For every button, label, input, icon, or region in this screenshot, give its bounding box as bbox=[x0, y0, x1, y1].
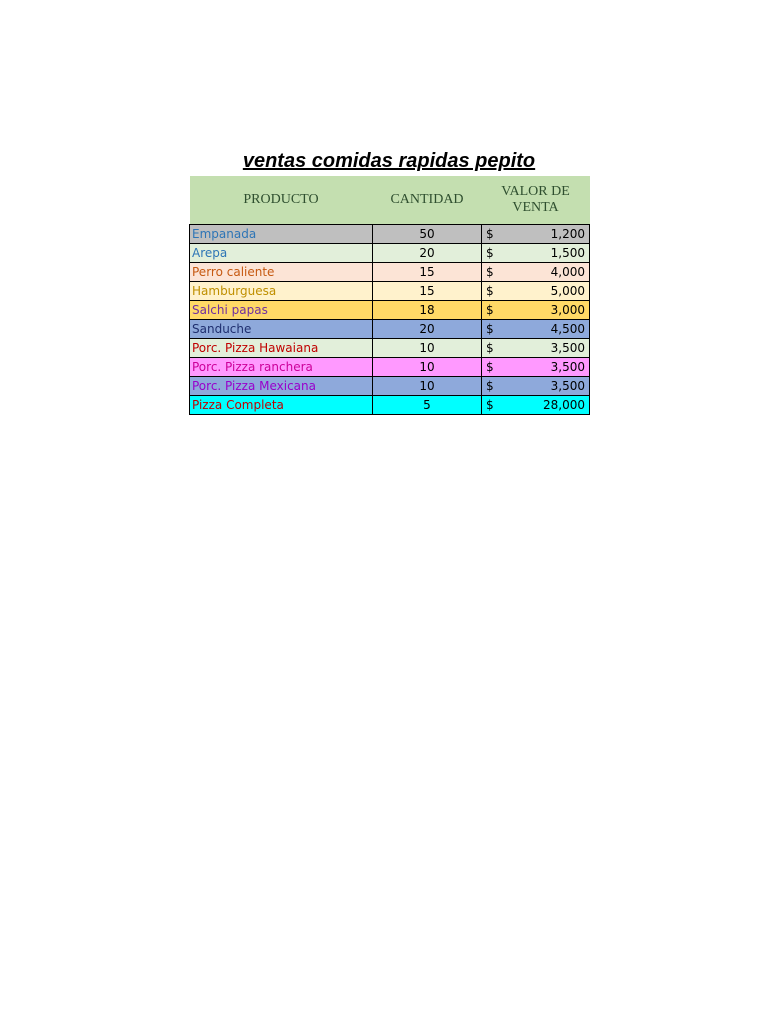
cell-quantity: 15 bbox=[373, 282, 482, 301]
value-amount: 5,000 bbox=[550, 284, 585, 298]
cell-quantity: 50 bbox=[373, 225, 482, 244]
cell-value bbox=[482, 339, 590, 358]
cell-product: Porc. Pizza ranchera bbox=[190, 358, 373, 377]
currency-symbol: $ bbox=[486, 265, 494, 279]
cell-product: Porc. Pizza Hawaiana bbox=[190, 339, 373, 358]
value-amount: 1,500 bbox=[550, 246, 585, 260]
cell-value bbox=[482, 301, 590, 320]
cell-product: Pizza Completa bbox=[190, 396, 373, 415]
value-amount: 4,000 bbox=[550, 265, 585, 279]
column-header-product: PRODUCTO bbox=[190, 176, 373, 225]
value-amount: 1,200 bbox=[550, 227, 585, 241]
table-header-row bbox=[190, 176, 590, 225]
value-amount: 3,500 bbox=[550, 379, 585, 393]
value-amount: 3,500 bbox=[550, 341, 585, 355]
cell-quantity: 10 bbox=[373, 339, 482, 358]
cell-quantity: 15 bbox=[373, 263, 482, 282]
cell-quantity: 5 bbox=[373, 396, 482, 415]
page-title: ventas comidas rapidas pepito bbox=[242, 150, 536, 172]
table-row bbox=[190, 225, 590, 244]
cell-product: Salchi papas bbox=[190, 301, 373, 320]
value-amount: 4,500 bbox=[550, 322, 585, 336]
table-row bbox=[190, 320, 590, 339]
table-row bbox=[190, 377, 590, 396]
currency-symbol: $ bbox=[486, 341, 494, 355]
table-row bbox=[190, 358, 590, 377]
currency-symbol: $ bbox=[486, 398, 494, 412]
cell-quantity: 10 bbox=[373, 377, 482, 396]
currency-symbol: $ bbox=[486, 360, 494, 374]
cell-value bbox=[482, 377, 590, 396]
currency-symbol: $ bbox=[486, 227, 494, 241]
cell-product: Perro caliente bbox=[190, 263, 373, 282]
column-header-value-line2: VENTA bbox=[512, 200, 559, 215]
cell-product: Empanada bbox=[190, 225, 373, 244]
value-amount: 3,500 bbox=[550, 360, 585, 374]
cell-product: Arepa bbox=[190, 244, 373, 263]
column-header-value bbox=[482, 176, 590, 225]
currency-symbol: $ bbox=[486, 379, 494, 393]
cell-value bbox=[482, 282, 590, 301]
cell-quantity: 18 bbox=[373, 301, 482, 320]
value-amount: 3,000 bbox=[550, 303, 585, 317]
column-header-value-line1: VALOR DE bbox=[501, 184, 570, 199]
cell-value bbox=[482, 320, 590, 339]
table-row bbox=[190, 263, 590, 282]
value-amount: 28,000 bbox=[543, 398, 585, 412]
cell-product: Hamburguesa bbox=[190, 282, 373, 301]
table-row bbox=[190, 339, 590, 358]
table-row bbox=[190, 301, 590, 320]
cell-product: Porc. Pizza Mexicana bbox=[190, 377, 373, 396]
cell-product: Sanduche bbox=[190, 320, 373, 339]
table-row bbox=[190, 282, 590, 301]
cell-value bbox=[482, 396, 590, 415]
cell-quantity: 20 bbox=[373, 244, 482, 263]
table-row bbox=[190, 396, 590, 415]
cell-value bbox=[482, 358, 590, 377]
currency-symbol: $ bbox=[486, 322, 494, 336]
cell-value bbox=[482, 263, 590, 282]
cell-value bbox=[482, 225, 590, 244]
table-row bbox=[190, 244, 590, 263]
cell-value bbox=[482, 244, 590, 263]
currency-symbol: $ bbox=[486, 246, 494, 260]
currency-symbol: $ bbox=[486, 284, 494, 298]
currency-symbol: $ bbox=[486, 303, 494, 317]
column-header-quantity: CANTIDAD bbox=[373, 176, 482, 225]
sales-table bbox=[189, 176, 590, 415]
cell-quantity: 10 bbox=[373, 358, 482, 377]
cell-quantity: 20 bbox=[373, 320, 482, 339]
